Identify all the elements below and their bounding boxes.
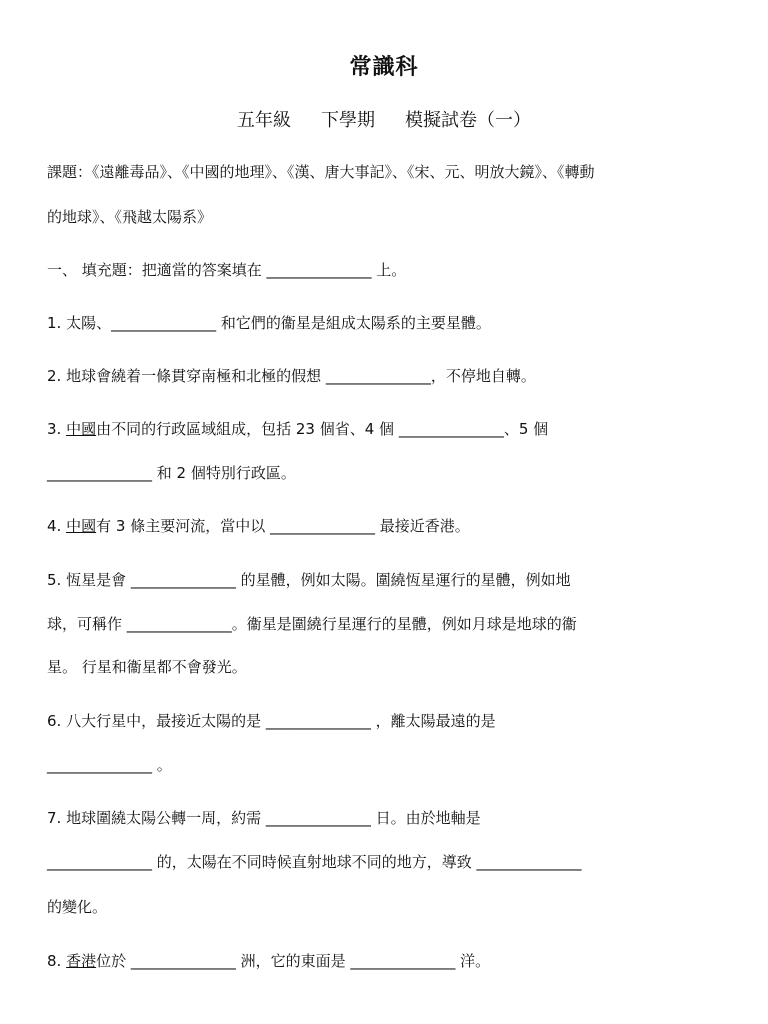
topics-line-2: 的地球》、《飛越太陽系》: [47, 208, 213, 226]
question-4: [47, 515, 470, 537]
question-number: 8.: [47, 952, 67, 970]
question-5-line-3: 星。 行星和衞星都不會發光。: [47, 658, 247, 676]
grade-label: 五年級: [237, 110, 291, 131]
proper-noun-underlined: 中國: [66, 517, 97, 535]
topics-line-1: 課題：《遠離毒品》、《中國的地理》、《漢、唐大事記》、《宋、元、明放大鏡》、《轉動: [47, 163, 595, 181]
question-6-line-2: ______________ 。: [47, 756, 172, 774]
term-label: 下學期: [321, 110, 375, 131]
question-number: 4.: [47, 517, 67, 535]
question-7-line-1: 7. 地球圍繞太陽公轉一周，約需 ______________ 日。由於地軸是: [47, 809, 481, 827]
page-title: 常識科: [349, 55, 419, 80]
question-3-line-2: ______________ 和 2 個特別行政區。: [47, 464, 296, 482]
section-heading: 一、 填充題：把適當的答案填在 ______________ 上。: [47, 261, 407, 279]
question-1: 1. 太陽、______________ 和它們的衞星是組成太陽系的主要星體。: [47, 314, 491, 332]
proper-noun-underlined: 中國: [66, 420, 97, 438]
exam-subtitle: [0, 106, 768, 132]
proper-noun-underlined: 香港: [66, 952, 97, 970]
question-text: 由不同的行政區域組成，包括 23 個省、4 個 ______________、5 個: [96, 420, 549, 438]
question-7-line-2: ______________ 的，太陽在不同時候直射地球不同的地方，導致 ______________: [47, 853, 582, 871]
question-number: 3.: [47, 420, 67, 438]
question-2: 2. 地球會繞着一條貫穿南極和北極的假想 ______________，不停地自轉。: [47, 367, 536, 385]
question-8: [47, 950, 490, 972]
question-5-line-1: 5. 恆星是會 ______________ 的星體，例如太陽。圍繞恆星運行的星體，例如地: [47, 571, 571, 589]
question-text: 位於 ______________ 洲，它的東面是 ______________ 洋。: [96, 952, 491, 970]
question-text: 有 3 條主要河流，當中以 ______________ 最接近香港。: [96, 517, 470, 535]
question-7-line-3: 的變化。: [47, 898, 108, 916]
paper-label: 模擬試卷（一）: [405, 110, 531, 131]
question-6-line-1: 6. 八大行星中，最接近太陽的是 ______________ ，離太陽最遠的是: [47, 712, 496, 730]
question-5-line-2: 球，可稱作 ______________。衞星是圍繞行星運行的星體，例如月球是地球的衞: [47, 615, 577, 633]
question-3-line-1: [47, 418, 548, 440]
